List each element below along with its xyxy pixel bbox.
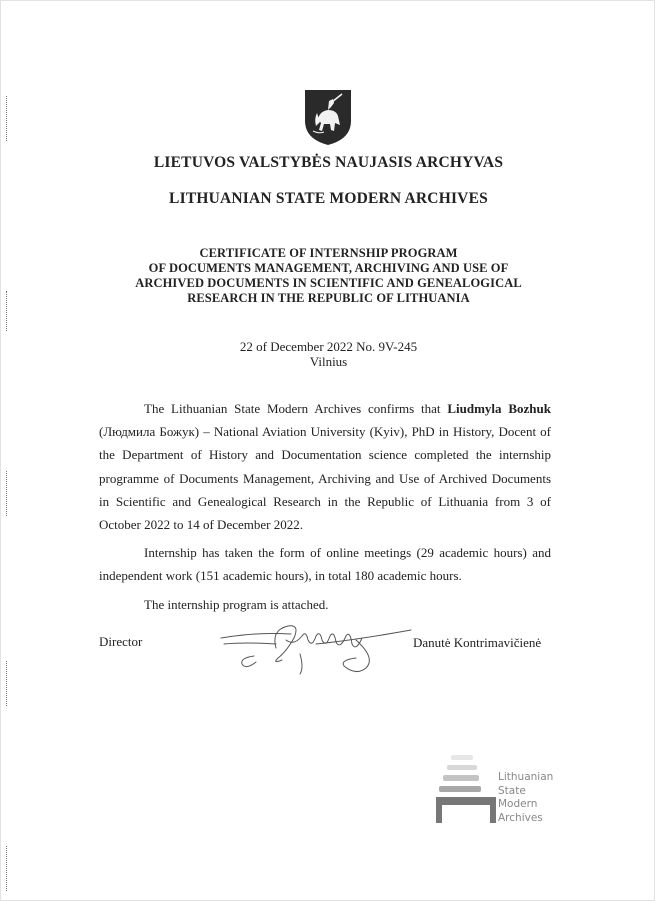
binder-hole-mark — [6, 96, 9, 141]
signatory-name: Danutė Kontrimavičienė — [413, 635, 542, 650]
archive-name-lithuanian: LIETUVOS VALSTYBĖS NAUJASIS ARCHYVAS — [153, 154, 504, 171]
body-paragraph-attachment: The internship program is attached. — [144, 596, 329, 612]
certificate-title-line: CERTIFICATE OF INTERNSHIP PROGRAM — [199, 246, 458, 260]
body-paragraph-confirmation — [99, 397, 551, 536]
archives-logo-text — [498, 771, 553, 825]
intern-name: Liudmyla Bozhuk — [447, 401, 551, 416]
certificate-date-block — [1, 339, 655, 369]
certificate-date-number: 22 of December 2022 No. 9V-245 — [239, 339, 418, 354]
handwritten-signature — [216, 618, 416, 680]
binder-hole-mark — [6, 846, 9, 891]
archive-name-english: LITHUANIAN STATE MODERN ARCHIVES — [169, 190, 488, 207]
body-text-start: The Lithuanian State Modern Archives confirms that — [144, 401, 448, 416]
logo-text-line: Lithuanian — [498, 771, 554, 783]
archives-logo-icon — [433, 753, 503, 825]
logo-text-line: State — [498, 784, 526, 797]
logo-text-line: Modern — [498, 798, 538, 811]
certificate-title — [1, 246, 655, 306]
certificate-body — [99, 397, 551, 616]
certificate-title-line: ARCHIVED DOCUMENTS IN SCIENTIFIC AND GENEALOGICAL — [135, 276, 522, 290]
signatory-role: Director — [99, 634, 143, 649]
coat-of-arms-icon — [304, 89, 352, 146]
certificate-title-line: OF DOCUMENTS MANAGEMENT, ARCHIVING AND USE OF — [148, 261, 509, 275]
body-text-rest: (Людмила Божук) – National Aviation University (Kyiv), PhD in History, Docent of the Department of History and Documentation science completed the internship programme of Documents Management, Archiving and Use of Archived Documents in Scientific and Genealogical Research in the Republic of Lithuania from 3 of October 2022 to 14 of December 2022. — [99, 424, 551, 533]
binder-hole-mark — [6, 471, 9, 516]
binder-hole-mark — [6, 661, 9, 706]
body-paragraph-hours: Internship has taken the form of online meetings (29 academic hours) and independent work (151 academic hours), in total 180 academic hours. — [99, 545, 551, 584]
logo-text-line: Archives — [498, 811, 543, 824]
certificate-place: Vilnius — [309, 354, 348, 369]
certificate-title-line: RESEARCH IN THE REPUBLIC OF LITHUANIA — [187, 291, 470, 305]
